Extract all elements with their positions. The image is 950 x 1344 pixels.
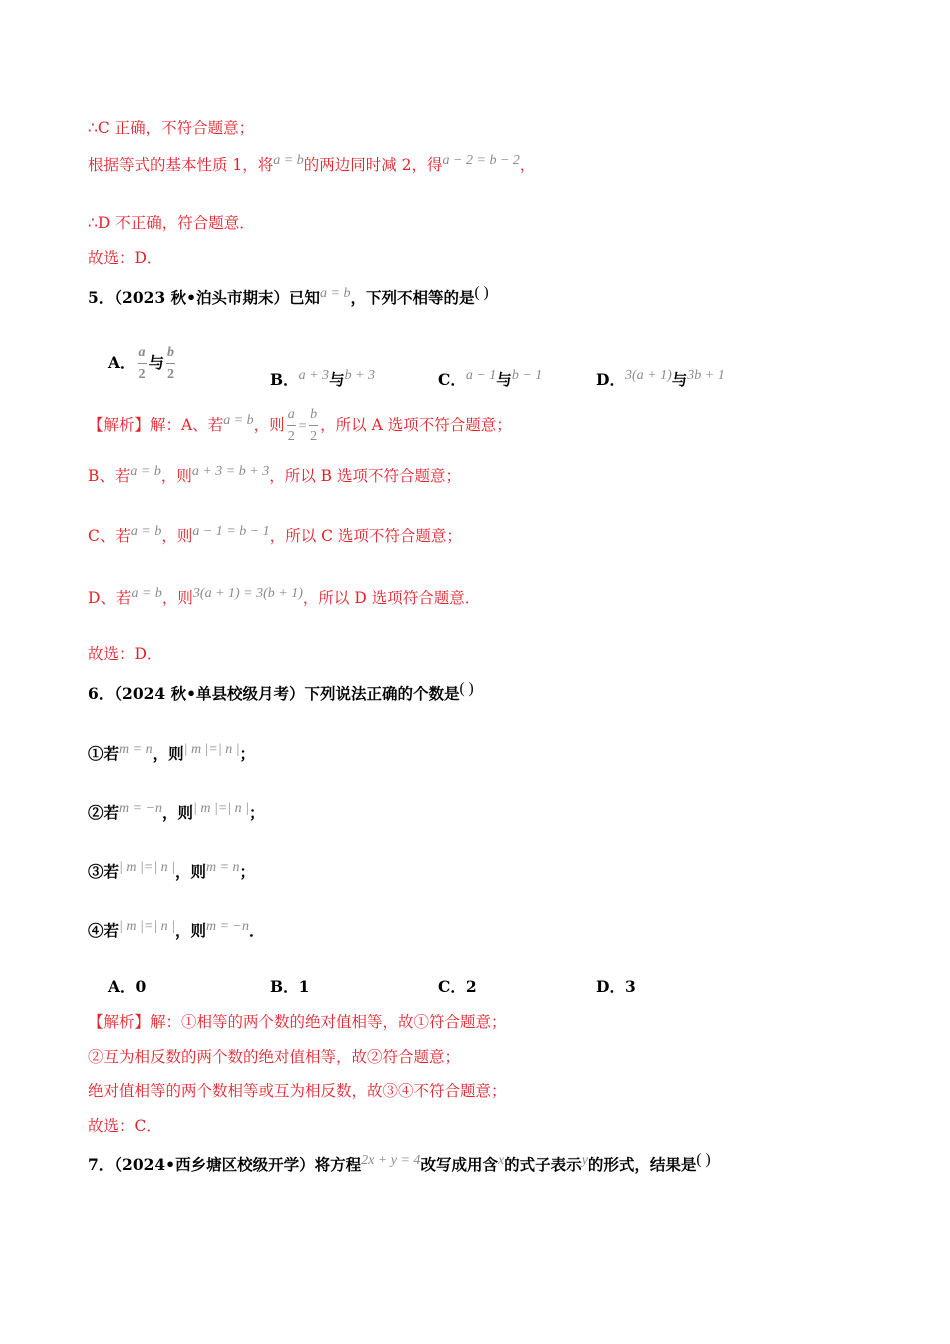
- analysis-5-b-pre: B、若: [88, 467, 131, 485]
- analysis-5-d-post: ，所以 D 选项符合题意．: [302, 589, 481, 607]
- option-d-left: 3(a + 1): [624, 368, 672, 383]
- analysis-5-b-then: ，则: [160, 467, 192, 485]
- statement-2-cond: m = −n: [119, 801, 163, 816]
- analysis-5-c-res: a − 1 = b − 1: [192, 524, 270, 539]
- option-a-left-fraction: $\frac{a}{2}$: [138, 345, 146, 382]
- statement-1: [88, 744, 255, 766]
- statement-2-then: ，则: [162, 803, 194, 822]
- question-7-equation: 2x + y = 4: [361, 1153, 421, 1168]
- c-conclusion: ∴C 正确，不符合题意；: [88, 119, 255, 137]
- question-5-stem-text: ，下列不相等的是: [350, 288, 475, 307]
- answer-4: 故选：D．: [88, 249, 163, 267]
- option-d-label: D．: [596, 370, 625, 389]
- question-5-option-a: [108, 340, 177, 386]
- analysis-5-a-eq: =: [297, 419, 308, 434]
- question-6-number: 6．: [88, 684, 115, 703]
- option-d-conn: 与: [671, 370, 688, 389]
- analysis-6-line3: 绝对值相等的两个数相等或互为相反数，故③④不符合题意；: [88, 1082, 507, 1100]
- analysis-5-c-cond: a = b: [130, 524, 162, 539]
- analysis-5-d-pre: D、若: [88, 589, 132, 607]
- analysis-5-a-post: ，所以 A 选项不符合题意；: [320, 416, 512, 434]
- statement-1-then: ，则: [152, 744, 184, 763]
- analysis-5-a-then: ，则: [253, 416, 285, 434]
- analysis-6-line1: 【解析】解：①相等的两个数的绝对值相等，故①符合题意；: [88, 1013, 507, 1031]
- option-c-left: a − 1: [465, 368, 497, 383]
- statement-2-mark: ②若: [88, 803, 120, 822]
- analysis-5-b: [88, 466, 461, 488]
- d-reason-line: [88, 155, 535, 177]
- statement-3-mark: ③若: [88, 862, 120, 881]
- question-6-option-c: C．2: [438, 977, 477, 996]
- analysis-5-d-then: ，则: [161, 589, 193, 607]
- d-reason-pre: 根据等式的基本性质 1，将: [88, 156, 274, 174]
- option-a-conn: 与: [148, 353, 165, 372]
- analysis-5-b-post: ，所以 B 选项不符合题意；: [269, 467, 461, 485]
- question-7-var-x: x: [497, 1153, 505, 1168]
- statement-1-mark: ①若: [88, 744, 120, 763]
- statement-3: [88, 862, 255, 884]
- statement-4-then: ，则: [174, 921, 206, 940]
- option-b-left: a + 3: [298, 368, 330, 383]
- d-reason-mid: 的两边同时减 2，得: [303, 156, 443, 174]
- question-7-mid1: 改写成用含: [420, 1155, 498, 1174]
- statement-4-end: ．: [249, 921, 265, 940]
- analysis-5-d: [88, 588, 480, 610]
- option-d-right: 3b + 1: [687, 368, 725, 383]
- question-7-number: 7．: [88, 1155, 115, 1174]
- analysis-5-c-then: ，则: [161, 527, 193, 545]
- analysis-5-c-pre: C、若: [88, 527, 131, 545]
- statement-4: [88, 921, 265, 943]
- statement-1-res: | m |=| n |: [183, 742, 240, 757]
- statement-4-res: m = −n: [205, 919, 249, 934]
- option-a-right-fraction: $\frac{b}{2}$: [167, 345, 175, 382]
- question-6-option-b: B．1: [270, 977, 310, 996]
- analysis-5-d-res: 3(a + 1) = 3(b + 1): [192, 586, 303, 601]
- analysis-5-a-cond: a = b: [223, 413, 254, 428]
- statement-2-res: | m |=| n |: [193, 801, 249, 816]
- statement-2: [88, 803, 265, 825]
- statement-3-end: ；: [239, 862, 256, 881]
- option-b-label: B．: [270, 370, 299, 389]
- analysis-5-d-cond: a = b: [131, 586, 162, 601]
- statement-1-end: ；: [239, 744, 256, 763]
- statement-4-mark: ④若: [88, 921, 120, 940]
- analysis-5-a-frac1: $\frac{a}{2}$: [287, 407, 295, 444]
- analysis-5-a: [88, 402, 512, 450]
- d-reason-post: ，: [519, 156, 536, 174]
- statement-1-cond: m = n: [119, 742, 153, 757]
- d-reason-eq2: a − 2 = b − 2: [442, 153, 520, 168]
- question-7-stem: [88, 1151, 711, 1177]
- statement-3-res: m = n: [205, 860, 240, 875]
- statement-3-cond: | m |=| n |: [119, 860, 175, 875]
- statement-2-end: ；: [249, 803, 265, 822]
- question-7-var-y: y: [581, 1153, 588, 1168]
- question-5-option-b: [270, 370, 375, 392]
- question-5-cond: a = b: [320, 286, 351, 301]
- d-reason-eq1: a = b: [273, 153, 304, 168]
- analysis-5-a-frac2: $\frac{b}{2}$: [310, 407, 318, 444]
- question-6-option-a: A．0: [108, 977, 147, 996]
- analysis-5-b-cond: a = b: [130, 464, 161, 479]
- question-6-stem: [88, 680, 474, 705]
- question-5-source: （2023 秋•泊头市期末）已知: [114, 288, 320, 307]
- question-5-stem: [88, 284, 489, 310]
- question-5-paren: ( ): [474, 284, 489, 301]
- question-7-mid2: 的式子表示: [504, 1155, 582, 1174]
- answer-6: 故选：C．: [88, 1117, 162, 1135]
- analysis-5-c-post: ，所以 C 选项不符合题意；: [269, 527, 462, 545]
- option-c-label: C．: [438, 370, 466, 389]
- analysis-5-b-res: a + 3 = b + 3: [191, 464, 270, 479]
- question-5-option-c: [438, 370, 542, 392]
- statement-4-cond: | m |=| n |: [119, 919, 175, 934]
- option-b-conn: 与: [329, 370, 345, 389]
- question-5-option-d: [596, 370, 725, 392]
- answer-5: 故选：D．: [88, 645, 163, 663]
- question-7-post: 的形式，结果是: [587, 1155, 697, 1174]
- option-b-right: b + 3: [344, 368, 376, 383]
- option-c-right: b − 1: [511, 368, 543, 383]
- statement-3-then: ，则: [174, 862, 206, 881]
- option-c-conn: 与: [496, 370, 512, 389]
- question-7-source: （2024•西乡塘区校级开学）将方程: [114, 1155, 362, 1174]
- analysis-6-tag: 【解析】: [88, 1013, 151, 1031]
- analysis-6-line2: ②互为相反数的两个数的绝对值相等，故②符合题意；: [88, 1048, 461, 1066]
- question-6-paren: ( ): [459, 680, 474, 697]
- d-conclusion: ∴D 不正确，符合题意．: [88, 214, 255, 232]
- question-5-number: 5．: [88, 288, 115, 307]
- question-6-source: （2024 秋•单县校级月考）下列说法正确的个数是: [114, 684, 460, 703]
- option-a-label: A．: [108, 353, 136, 372]
- analysis-5-a-pre: 解：A、若: [150, 416, 224, 434]
- analysis-5-tag: 【解析】: [88, 416, 151, 434]
- analysis-5-c: [88, 526, 462, 548]
- question-7-paren: ( ): [696, 1151, 711, 1168]
- question-6-option-d: D．3: [596, 977, 636, 996]
